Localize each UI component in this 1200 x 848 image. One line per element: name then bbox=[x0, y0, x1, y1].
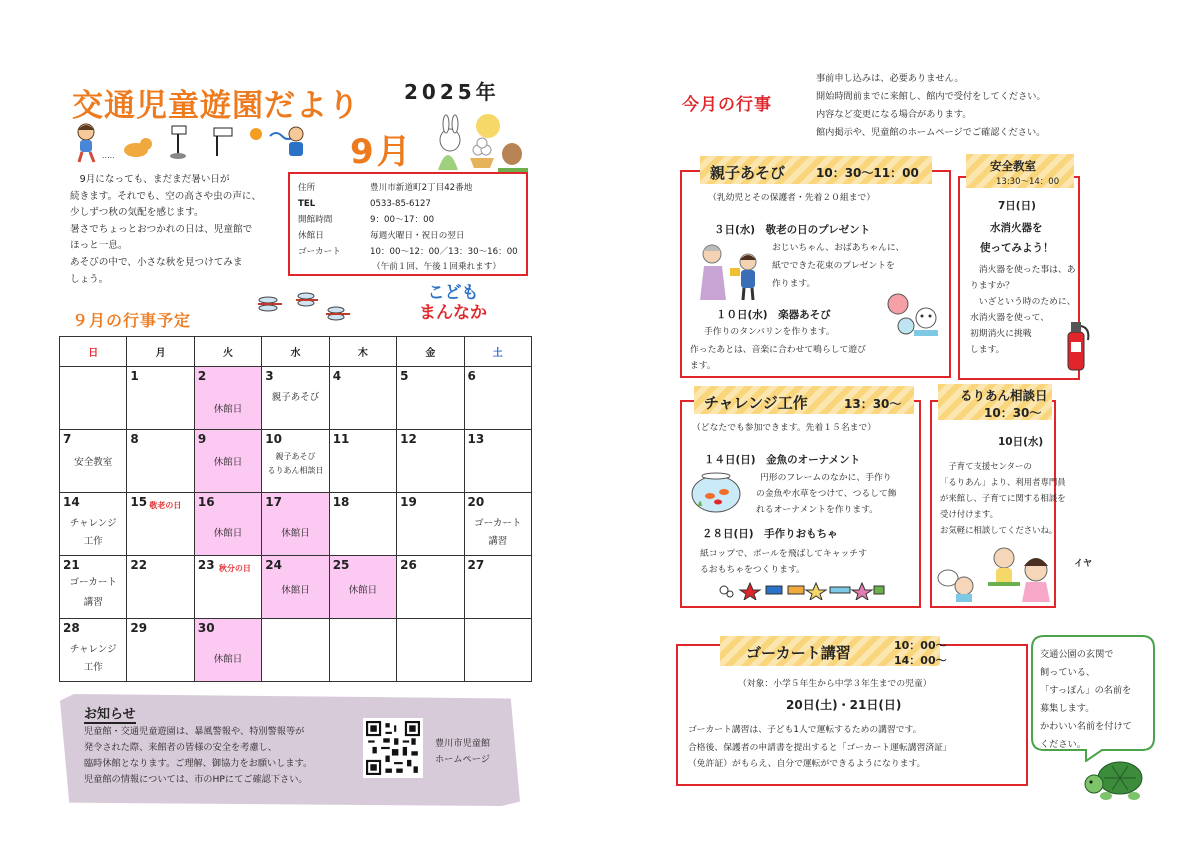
calendar-day: 23 秋分の日 bbox=[194, 556, 261, 619]
gokart-line: （免許証）がもらえ、自分で運転ができるようになります。 bbox=[688, 759, 926, 769]
calendar-day: 20 ゴーカート 講習 bbox=[464, 493, 531, 556]
moon-viewing-illustration bbox=[428, 110, 528, 174]
calendar-day: 6 bbox=[464, 367, 531, 430]
rurian-line: お気軽に相談してくださいね。 bbox=[940, 525, 1058, 535]
logo-line: こども bbox=[427, 283, 479, 303]
svg-text:.....: ..... bbox=[102, 151, 115, 160]
event-label: 講習 bbox=[488, 536, 508, 547]
tel-label: TEL bbox=[298, 199, 316, 209]
oyako-title: 親子あそび bbox=[710, 164, 786, 182]
logo-line: まんなか bbox=[419, 303, 487, 323]
calendar-day: 3 親子あそび bbox=[262, 367, 329, 430]
challenge-event1-line: の金魚や水草をつけて、つるして飾 bbox=[756, 489, 897, 499]
closed-label: 休館日 bbox=[213, 404, 243, 415]
calendar-week bbox=[60, 430, 532, 493]
rurian-line: 受け付けます。 bbox=[940, 509, 998, 519]
challenge-event2-line: るおもちゃをつくります。 bbox=[700, 565, 805, 575]
notice-title: お知らせ bbox=[84, 703, 136, 724]
hours-value: 9：00～17：00 bbox=[370, 215, 435, 225]
address-value: 豊川市新道町2丁目42番地 bbox=[370, 183, 473, 193]
event-label: ゴーカート bbox=[474, 518, 522, 529]
calendar-day-empty bbox=[329, 619, 396, 682]
oyako-event2-line: ます。 bbox=[690, 361, 716, 371]
calendar-day: 5 bbox=[397, 367, 464, 430]
notice-line: 発令された際、来館者の皆様の安全を考慮し、 bbox=[84, 742, 277, 753]
intro-line: 続きます。それでも、空の高さや虫の声に、 bbox=[70, 190, 262, 202]
event-label: チャレンジ bbox=[69, 518, 117, 529]
holiday-label: 秋分の日 bbox=[218, 564, 251, 573]
oyako-event2-title: １０日(水) 楽器あそび bbox=[716, 309, 831, 321]
calendar-day: 13 bbox=[464, 430, 531, 493]
weekday-sat: 土 bbox=[464, 337, 531, 367]
turtle-naming-text bbox=[1040, 646, 1132, 754]
oyako-event1-line: おじいちゃん、おばあちゃんに、 bbox=[772, 243, 905, 253]
safety-title: 安全教室 bbox=[990, 159, 1036, 173]
closed-label: 休館日 bbox=[213, 528, 243, 539]
oyako-target: （乳幼児とその保護者・先着２０組まで） bbox=[708, 193, 876, 203]
event-label: 工作 bbox=[83, 536, 103, 547]
calendar-day: 19 bbox=[397, 493, 464, 556]
notice-text bbox=[84, 724, 312, 788]
homepage-qr-code[interactable] bbox=[363, 718, 423, 778]
oyako-event1-line: 紙でできた花束のプレゼントを bbox=[772, 261, 895, 271]
grandma-gift-illustration bbox=[694, 242, 768, 300]
event-label: チャレンジ bbox=[69, 644, 117, 655]
safety-line: りますか？ bbox=[970, 281, 1014, 291]
event-label: 工作 bbox=[83, 662, 103, 673]
turtle-note-line: 飼っている、 bbox=[1040, 667, 1096, 678]
tel-value: 0533-85-6127 bbox=[370, 199, 431, 209]
calendar-day-empty bbox=[60, 367, 127, 430]
calendar-day: 9 休館日 bbox=[194, 430, 261, 493]
calendar-week bbox=[60, 556, 532, 619]
closed-value: 毎週火曜日・祝日の翌日 bbox=[370, 231, 465, 241]
safety-line: 水消火器を使って、 bbox=[970, 313, 1049, 323]
participation-rules bbox=[816, 70, 1046, 142]
newsletter-year: 2025年 bbox=[404, 80, 500, 104]
newsletter-month: 9月 bbox=[350, 132, 414, 172]
address-label: 住所 bbox=[298, 183, 316, 193]
qr-caption-line: 豊川市児童館 bbox=[435, 738, 491, 749]
turtle-note-line: 募集します。 bbox=[1040, 703, 1095, 714]
oyako-event2-line: 手作りのタンバリンを作ります。 bbox=[704, 327, 835, 337]
calendar-day: 16 休館日 bbox=[194, 493, 261, 556]
weekday-fri: 金 bbox=[397, 337, 464, 367]
challenge-target: （どなたでも参加できます。先着１５名まで） bbox=[692, 423, 877, 433]
calendar-day: 10 親子あそび るりあん相談日 bbox=[262, 430, 329, 493]
rurian-time: 10：30～ bbox=[984, 406, 1042, 420]
calendar-day: 27 bbox=[464, 556, 531, 619]
iya-speech: イヤ bbox=[1074, 559, 1093, 569]
rule-line: 館内掲示や、児童館のホームページでご確認ください。 bbox=[816, 127, 1046, 138]
gokart-time-am: 10：00～ bbox=[894, 639, 947, 652]
safety-time: 13:30～14：00 bbox=[996, 177, 1060, 187]
qr-caption bbox=[435, 736, 490, 768]
calendar-day: 30 休館日 bbox=[194, 619, 261, 682]
event-label: 親子あそび bbox=[271, 392, 320, 403]
calendar-day: 22 bbox=[127, 556, 194, 619]
intro-line: 9月になっても、まだまだ暑い日が bbox=[70, 174, 230, 185]
challenge-event1-line: 円形のフレームのなかに、手作り bbox=[760, 473, 892, 483]
intro-line: しょう。 bbox=[70, 273, 109, 285]
calendar-day-empty bbox=[464, 619, 531, 682]
calendar-day: 7 安全教室 bbox=[60, 430, 127, 493]
closed-label: 休館日 bbox=[348, 585, 378, 596]
calendar-day: 18 bbox=[329, 493, 396, 556]
kids-playing-illustration bbox=[74, 120, 306, 164]
oyako-event1-line: 作ります。 bbox=[772, 279, 816, 289]
gokart-target: （対象：小学５年生から中学３年生までの児童） bbox=[738, 679, 932, 689]
event-calendar bbox=[59, 336, 532, 682]
turtle-note-line: かわいい名前を付けて bbox=[1040, 721, 1132, 732]
rurian-line: 子育て支援センターの bbox=[940, 461, 1032, 471]
calendar-day: 12 bbox=[397, 430, 464, 493]
safety-line: 初期消火に挑戦 bbox=[970, 329, 1032, 339]
closed-label: 休館日 bbox=[298, 231, 324, 241]
challenge-event2-title: ２８日(日) 手作りおもちゃ bbox=[702, 528, 838, 540]
turtle-note-line: 「すっぽん」の名前を bbox=[1040, 685, 1132, 696]
craft-supplies-illustration bbox=[716, 580, 886, 600]
gokart-hours: 10：00～12：00／13：30～16：00 bbox=[370, 247, 518, 257]
weekday-tue: 火 bbox=[194, 337, 261, 367]
calendar-day: 26 bbox=[397, 556, 464, 619]
calendar-day: 8 bbox=[127, 430, 194, 493]
calendar-day: 28 チャレンジ 工作 bbox=[60, 619, 127, 682]
gokart-title: ゴーカート講習 bbox=[746, 644, 851, 662]
intro-line: あそびの中で、小さな秋を見つけてみま bbox=[70, 256, 243, 268]
intro-line: 少しずつ秋の気配を感じます。 bbox=[70, 207, 204, 219]
tambourine-illustration bbox=[884, 290, 940, 338]
challenge-time: 13：30～ bbox=[844, 397, 902, 411]
intro-line: ほっと一息。 bbox=[70, 240, 128, 252]
notice-line: 児童館の情報については、市のHPにてご確認下さい。 bbox=[84, 774, 308, 785]
calendar-day: 17 休館日 bbox=[262, 493, 329, 556]
closed-label: 休館日 bbox=[213, 654, 243, 665]
turtle-note-line: ください。 bbox=[1040, 739, 1086, 750]
fire-extinguisher-icon bbox=[1062, 318, 1092, 372]
dragonfly-illustration bbox=[256, 288, 356, 324]
babies-illustration bbox=[934, 540, 1054, 602]
weekday-wed: 水 bbox=[262, 337, 329, 367]
calendar-day: 24 休館日 bbox=[262, 556, 329, 619]
event-label: るりあん相談日 bbox=[267, 466, 324, 475]
safety-line: いざという時のために、 bbox=[970, 297, 1076, 307]
weekday-sun: 日 bbox=[60, 337, 127, 367]
turtle-icon bbox=[1084, 754, 1146, 802]
intro-line: 暑さでちょっとおつかれの日は、児童館で bbox=[70, 223, 253, 235]
event-label: 安全教室 bbox=[74, 457, 113, 468]
gokart-time-pm: 14：00～ bbox=[894, 654, 947, 667]
holiday-label: 敬老の日 bbox=[149, 501, 182, 510]
rurian-date: 10日(水) bbox=[998, 436, 1044, 448]
oyako-time: 10：30～11：00 bbox=[816, 166, 919, 180]
safety-heading-line2: 使ってみよう！ bbox=[980, 242, 1054, 254]
weekday-thu: 木 bbox=[329, 337, 396, 367]
closed-label: 休館日 bbox=[213, 457, 243, 468]
calendar-day: 11 bbox=[329, 430, 396, 493]
goldfish-bowl-illustration bbox=[688, 466, 744, 514]
rule-line: 内容など変更になる場合があります。 bbox=[816, 109, 972, 120]
rurian-title: るりあん相談日 bbox=[960, 388, 1048, 403]
calendar-day: 14 チャレンジ 工作 bbox=[60, 493, 127, 556]
kodomo-mannaka-logo bbox=[408, 283, 498, 323]
intro-paragraph bbox=[70, 172, 285, 288]
safety-line: します。 bbox=[970, 345, 1005, 355]
events-title: 今月の行事 bbox=[682, 95, 772, 115]
facility-info-box bbox=[288, 172, 528, 276]
rurian-line: 「るりあん」より、利用者専門員 bbox=[940, 477, 1066, 487]
challenge-event2-line: 紙コップで、ボールを飛ばしてキャッチす bbox=[700, 549, 867, 559]
calendar-week bbox=[60, 367, 532, 430]
safety-line: 消火器を使った事は、あ bbox=[970, 265, 1076, 275]
qr-caption-line: ホームページ bbox=[435, 754, 490, 765]
newsletter-title: 交通児童遊園だより bbox=[72, 88, 360, 124]
gokart-note: （午前１回、午後１回乗れます） bbox=[372, 262, 501, 272]
safety-date: 7日(日) bbox=[998, 200, 1036, 212]
closed-label: 休館日 bbox=[281, 585, 310, 596]
event-label: ゴーカート bbox=[69, 577, 117, 588]
closed-label: 休館日 bbox=[281, 528, 310, 539]
rule-line: 事前申し込みは、必要ありません。 bbox=[816, 73, 964, 84]
calendar-week bbox=[60, 493, 532, 556]
turtle-note-line: 交通公園の玄関で bbox=[1040, 649, 1114, 660]
weekday-mon: 月 bbox=[127, 337, 194, 367]
schedule-title: ９月の行事予定 bbox=[72, 311, 192, 330]
calendar-day: 21 ゴーカート 講習 bbox=[60, 556, 127, 619]
gokart-line: ゴーカート講習は、子ども1人で運転するための講習です。 bbox=[688, 725, 922, 735]
calendar-day-empty bbox=[397, 619, 464, 682]
safety-heading-line1: 水消火器を bbox=[990, 222, 1043, 234]
oyako-event1-title: ３日(水) 敬老の日のプレゼント bbox=[714, 224, 871, 236]
calendar-week bbox=[60, 619, 532, 682]
gokart-dates: 20日(土)・21日(日) bbox=[786, 698, 902, 712]
challenge-event1-line: れるオーナメントを作ります。 bbox=[756, 505, 879, 515]
hours-label: 開館時間 bbox=[298, 215, 333, 225]
calendar-day: 25 休館日 bbox=[329, 556, 396, 619]
rurian-line: が来館し、子育てに関する相談を bbox=[940, 493, 1066, 503]
challenge-event1-title: １４日(日) 金魚のオーナメント bbox=[704, 454, 861, 466]
gokart-label: ゴーカート bbox=[298, 247, 341, 257]
rule-line: 開始時間前までに来館し、館内で受付をしてください。 bbox=[816, 91, 1046, 102]
oyako-event2-line: 作ったあとは、音楽に合わせて鳴らして遊び bbox=[690, 345, 866, 355]
gokart-line: 合格後、保護者の申請書を提出すると「ゴーカート運転講習済証」 bbox=[688, 743, 952, 753]
event-label: 親子あそび bbox=[275, 452, 316, 461]
calendar-day: 1 bbox=[127, 367, 194, 430]
calendar-day: 15 敬老の日 bbox=[127, 493, 194, 556]
calendar-day-empty bbox=[262, 619, 329, 682]
calendar-header-row bbox=[60, 337, 532, 367]
calendar-day: 2 休館日 bbox=[194, 367, 261, 430]
calendar-day: 4 bbox=[329, 367, 396, 430]
notice-line: 臨時休館となります。ご理解、御協力をお願いします。 bbox=[84, 758, 313, 769]
calendar-day: 29 bbox=[127, 619, 194, 682]
challenge-title: チャレンジ工作 bbox=[704, 394, 808, 412]
notice-line: 児童館・交通児童遊園は、暴風警報や、特別警報等が bbox=[84, 726, 305, 737]
event-label: 講習 bbox=[83, 597, 103, 608]
